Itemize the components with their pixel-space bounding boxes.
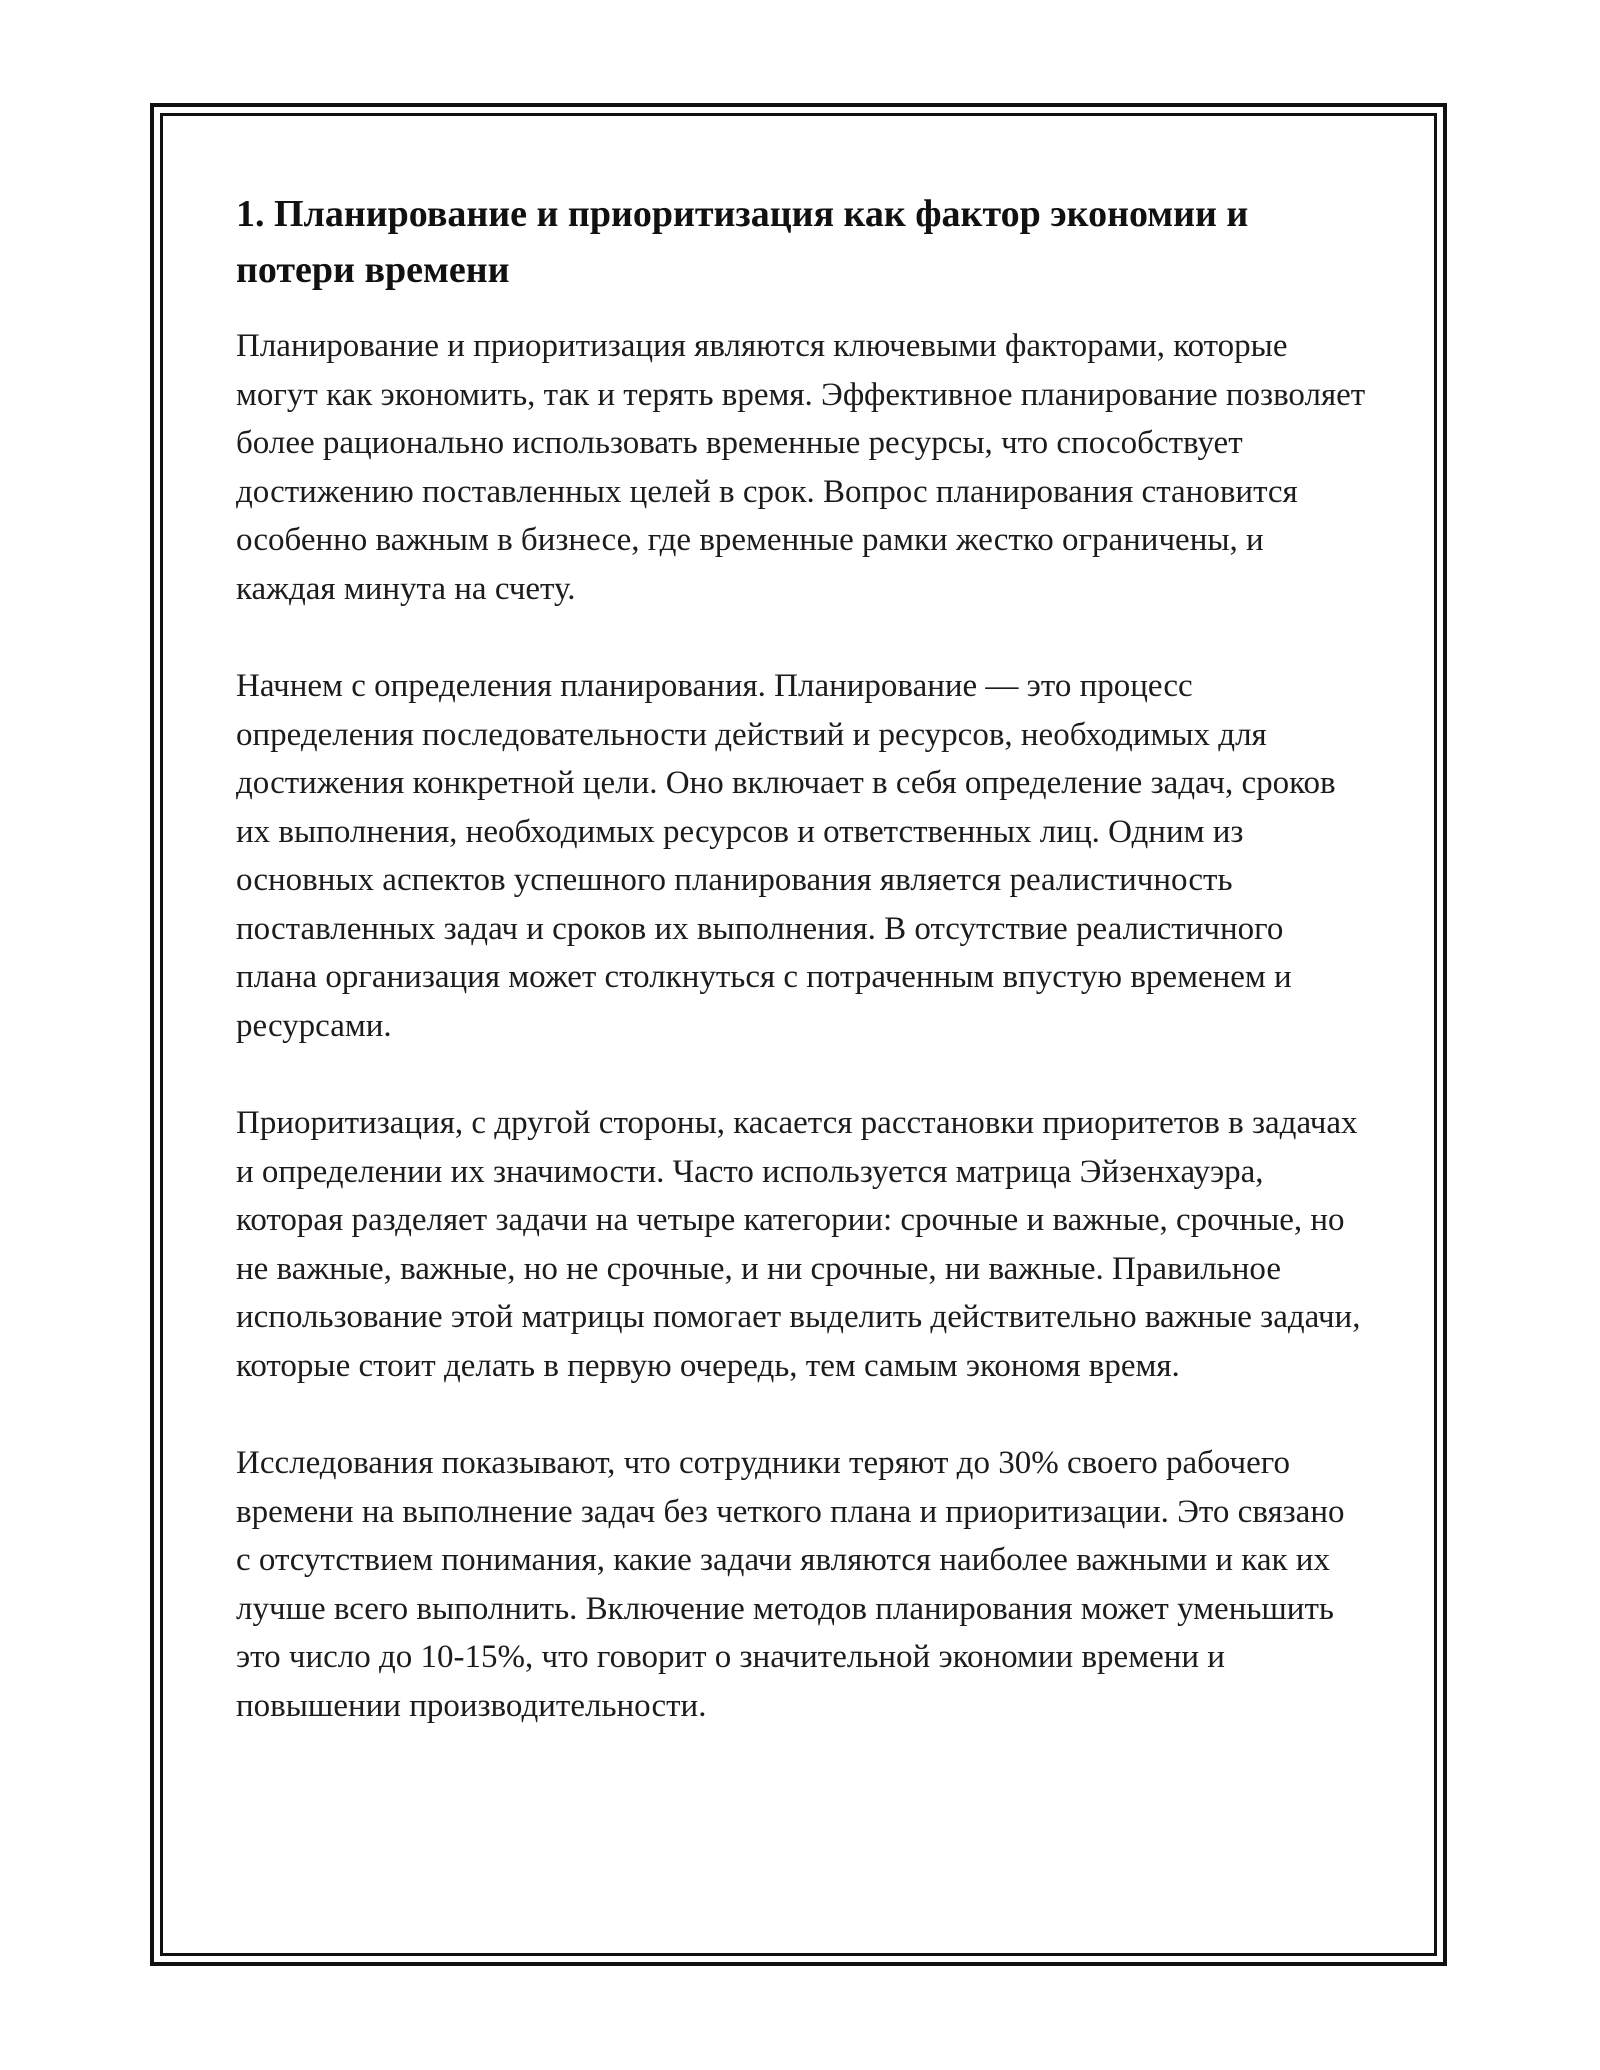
paragraph-2: Начнем с определения планирования. Планирование — это процесс определения последовательности действий и ресурсов, необходимых для достижения конкретной цели. Оно включает в себя определение задач, сроков их выполнения, необходимых ресурсов и ответственных лиц. Одним из основных аспектов успешного планирования является реалистичность поставленных задач и сроков их выполнения. В отсутствие реалистичного плана организация может столкнуться с потраченным впустую временем и ресурсами.	[236, 668, 1336, 1044]
document-body	[236, 186, 1366, 1779]
paragraph-4: Исследования показывают, что сотрудники теряют до 30% своего рабочего времени на выполнение задач без четкого плана и приоритизации. Это связано с отсутствием понимания, какие задачи являются наиболее важными и как их лучше всего выполнить. Включение методов планирования может уменьшить это число до 10-15%, что говорит о значительной экономии времени и повышении производительности.	[236, 1445, 1345, 1724]
paragraph-3: Приоритизация, с другой стороны, касается расстановки приоритетов в задачах и определении их значимости. Часто используется матрица Эйзенхауэра, которая разделяет задачи на четыре категории: срочные и важные, срочные, но не важные, важные, но не срочные, и ни срочные, ни важные. Правильное использование этой матрицы помогает выделить действительно важные задачи, которые стоит делать в первую очередь, тем самым экономя время.	[236, 1105, 1361, 1384]
paragraph-1: Планирование и приоритизация являются ключевыми факторами, которые могут как экономить, так и терять время. Эффективное планирование позволяет более рационально использовать временные ресурсы, что способствует достижению поставленных целей в срок. Вопрос планирования становится особенно важным в бизнесе, где временные рамки жестко ограничены, и каждая минута на счету.	[236, 328, 1366, 607]
section-heading: 1. Планирование и приоритизация как фактор экономии и потери времени	[236, 193, 1249, 291]
